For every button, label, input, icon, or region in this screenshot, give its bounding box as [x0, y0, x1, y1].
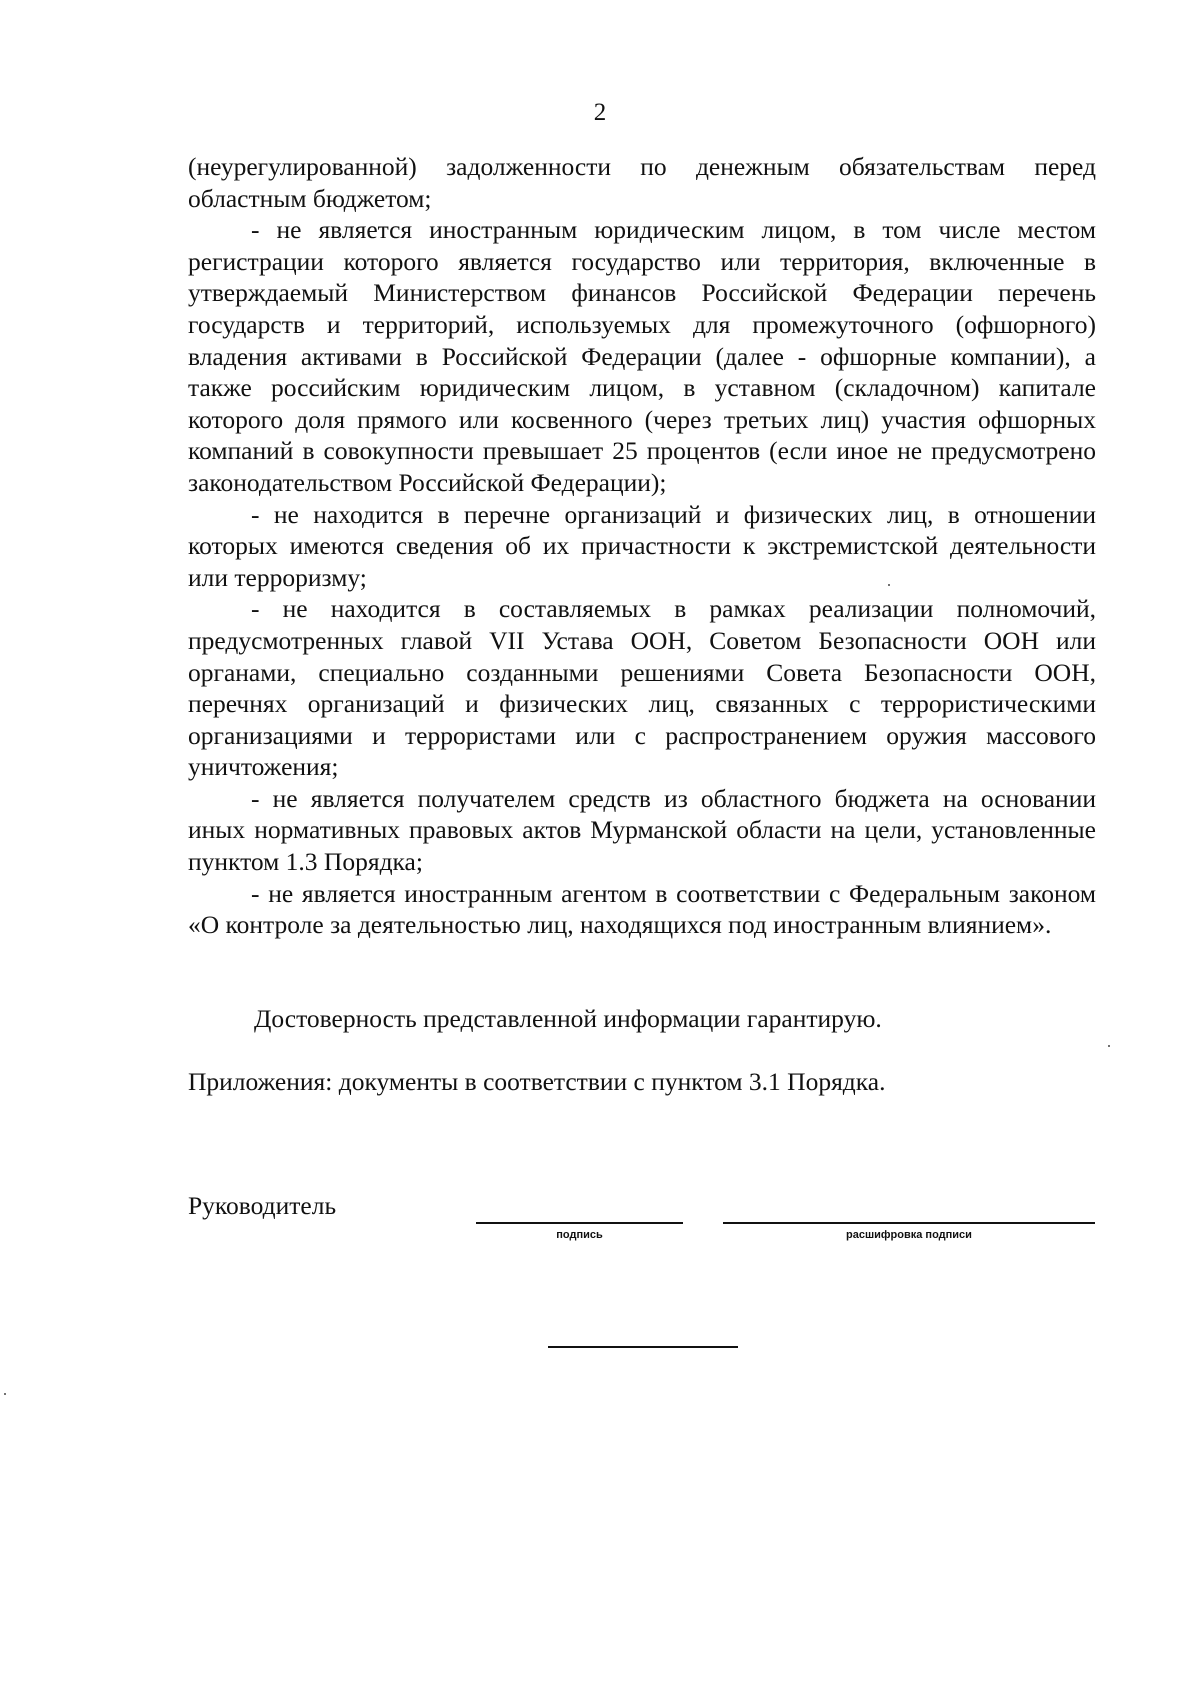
- signer-role: Руководитель: [188, 1191, 337, 1220]
- signature-decode-line: [723, 1222, 1095, 1224]
- signature-decode-caption: расшифровка подписи: [846, 1229, 972, 1241]
- paragraph-extremism: - не находится в перечне организаций и физических лиц, в отношении которых имеются сведения об их причастности к экстремистской деятельности или терроризму;: [188, 499, 1096, 592]
- scan-speck: [1108, 1045, 1110, 1047]
- scan-speck: [4, 1393, 6, 1395]
- page-number: 2: [593, 99, 607, 126]
- paragraph-un-lists: - не находится в составляемых в рамках реализации полномочий, предусмотренных главой VII Устава ООН, Советом Безопасности ООН или органами, специально созданными решениями Совета Безопасности ООН, перечнях организаций и физических лиц, связанных с террористическими организациями и террористами или с распространением оружия массового уничтожения;: [188, 594, 1096, 782]
- paragraph-continuation: (неурегулированной) задолженности по денежным обязательствам перед областным бюджетом;: [188, 152, 1096, 213]
- signature-caption: подпись: [556, 1229, 603, 1241]
- paragraph-foreign-agent: - не является иностранным агентом в соответствии с Федеральным законом «О контроле за деятельностью лиц, находящихся под иностранным влиянием».: [188, 878, 1096, 940]
- end-of-document-line: [548, 1346, 738, 1348]
- scan-speck: [888, 584, 890, 586]
- accuracy-statement: Достоверность представленной информации гарантирую.: [254, 1004, 882, 1033]
- attachments-line: Приложения: документы в соответствии с пунктом 3.1 Порядка.: [188, 1067, 886, 1096]
- paragraph-budget-funds: - не является получателем средств из областного бюджета на основании иных нормативных правовых актов Мурманской области на цели, установленные пунктом 1.3 Порядка;: [188, 783, 1096, 877]
- document-body: [188, 151, 1096, 941]
- signature-line: [476, 1222, 683, 1224]
- paragraph-offshore: - не является иностранным юридическим лицом, в том числе местом регистрации которого является государство или территория, включенные в утверждаемый Министерством финансов Российской Федерации перечень государств и территорий, используемых для промежуточного (офшорного) владения активами в Российской Федерации (далее - офшорные компании), а также российским юридическим лицом, в уставном (складочном) капитале которого доля прямого или косвенного (через третьих лиц) участия офшорных компаний в совокупности превышает 25 процентов (если иное не предусмотрено законодательством Российской Федерации);: [188, 215, 1096, 497]
